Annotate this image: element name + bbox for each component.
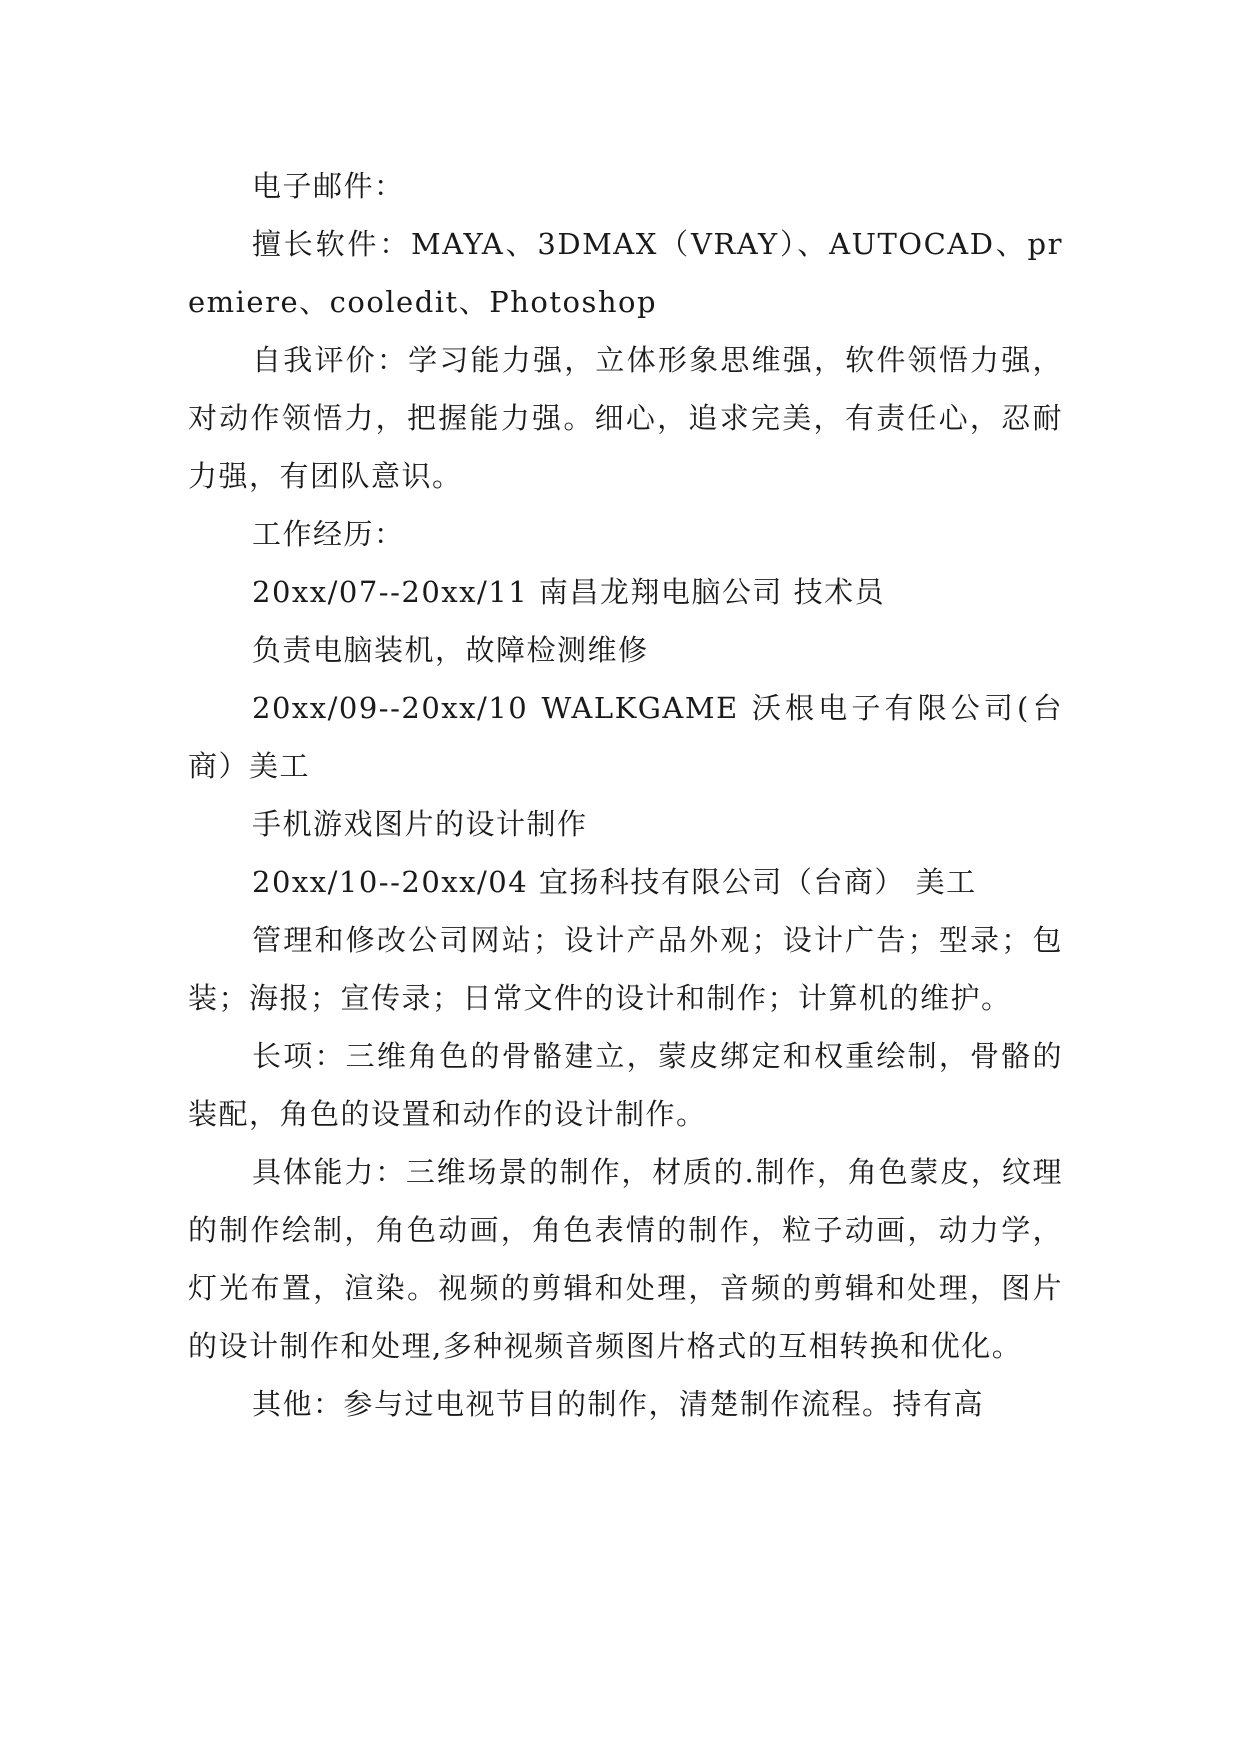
job-entry-2: 20xx/09--20xx/10 WALKGAME 沃根电子有限公司(台商）美工 <box>188 691 1063 783</box>
document-body <box>188 157 1063 1433</box>
job-desc-1: 负责电脑装机，故障检测维修 <box>252 633 649 667</box>
self-evaluation: 自我评价：学习能力强，立体形象思维强，软件领悟力强，对动作领悟力，把握能力强。细心，追求完美，有责任心，忍耐力强，有团队意识。 <box>188 343 1063 493</box>
job-desc-2: 手机游戏图片的设计制作 <box>252 807 588 841</box>
specific-abilities: 具体能力：三维场景的制作，材质的.制作，角色蒙皮，纹理的制作绘制，角色动画，角色表情的制作，粒子动画，动力学，灯光布置，渲染。视频的剪辑和处理，音频的剪辑和处理，图片的设计制作和处理,多种视频音频图片格式的互相转换和优化。 <box>188 1155 1063 1363</box>
job-desc-3: 管理和修改公司网站；设计产品外观；设计广告；型录；包装；海报；宣传录；日常文件的设计和制作；计算机的维护。 <box>188 923 1063 1015</box>
job-entry-1: 20xx/07--20xx/11 南昌龙翔电脑公司 技术员 <box>252 575 886 609</box>
job-entry-3: 20xx/10--20xx/04 宜扬科技有限公司（台商） 美工 <box>252 865 977 899</box>
email-line: 电子邮件： <box>252 169 405 203</box>
software-skills: 擅长软件：MAYA、3DMAX（VRAY）、AUTOCAD、premiere、cooledit、Photoshop <box>188 227 1063 319</box>
strengths: 长项：三维角色的骨骼建立，蒙皮绑定和权重绘制，骨骼的装配，角色的设置和动作的设计制作。 <box>188 1039 1063 1131</box>
work-experience-heading: 工作经历： <box>252 517 405 551</box>
other-info: 其他：参与过电视节目的制作，清楚制作流程。持有高 <box>252 1387 985 1421</box>
